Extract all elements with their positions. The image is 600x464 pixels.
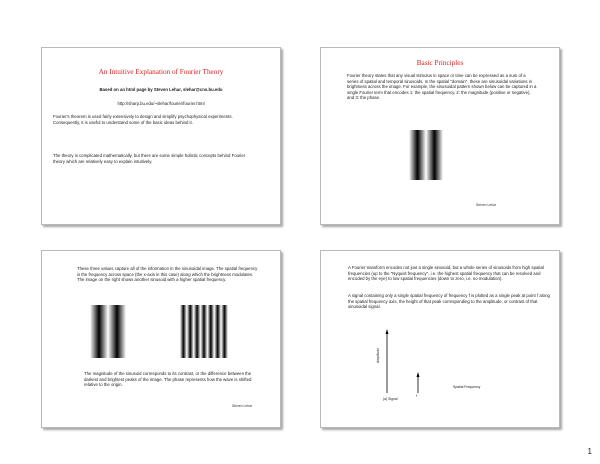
credit: Steven Lehar — [232, 404, 253, 408]
paragraph-2: The magnitude of the sinusoid corresponds to its contrast, or the difference between the darkest and brightest peaks of the image. The phase represents how the wave is shifted relative to the origin. — [84, 371, 252, 388]
slide-3 — [41, 250, 281, 428]
frequency-label: f — [416, 394, 417, 398]
sinusoid-grating-high — [180, 305, 228, 358]
paragraph-1: These three values capture all of the information in the sinusoidal image. The spatial frequency is the frequency across space (the x-axis in this case) along which the brightness modulates. The image on the right shows another sinusoid with a higher spatial frequency. — [77, 266, 258, 283]
y-axis-arrow — [386, 329, 389, 334]
slide-title: Basic Principles — [416, 59, 464, 67]
frequency-peak-arrow — [417, 372, 420, 377]
paragraph-2: A signal containing only a single spatial frequency of frequency f is plotted as a single peak at point f along the spatial frequency axis, the height of that peak corresponding to the amplitude, or contrast of that sinusoidal signal. — [348, 293, 550, 310]
y-axis-label: Amplitude — [376, 347, 380, 363]
slide-1 — [41, 47, 281, 225]
slide-title: An Intuitive Explanation of Fourier Theory — [98, 68, 224, 76]
sinusoid-grating-low — [90, 305, 126, 358]
panel-label: (a) Signal — [383, 397, 398, 401]
paragraph-1: Fourier's theorem is used fairly extensively to design and simplify psychophysical experiments. Consequently, it is useful to understand some of the basic ideas behind it. — [53, 114, 233, 125]
slide-4 — [320, 250, 560, 428]
author-line: Based on an html page by Steven Lehar, slehar@cns.bu.edu — [99, 87, 223, 92]
source-url: http://sharp.bu.edu/~slehar/fourier/fourier.html — [117, 101, 205, 106]
amplitude-spectrum-plot — [371, 325, 491, 405]
slide-2 — [320, 47, 560, 225]
paragraph-1: A Fourier transform encodes not just a single sinusoid, but a whole series of sinusoids from high spatial frequencies (up to the "Nyquist frequency", i.e. the highest spatial frequency that can be resolved and encoded by the eye) to low spatial frequencies (down to zero, i.e. no modulation). — [348, 265, 544, 282]
sinusoid-grating — [409, 130, 443, 180]
credit: Steven Lehar — [476, 203, 497, 207]
paragraph-2: The theory is complicated mathematically, but there are some simple holistic concepts behind Fourier theory which are relatively easy to explain intuitively. — [53, 153, 246, 164]
paragraph: Fourier theory states that any visual stimulus in space or time can be expressed as a sum of a series of spatial and temporal sinusoids. In the spatial "domain", these are sinusoidal variations in brightness across the image. For example, the sinusoidal pattern shown below can be captured in a single Fourier term that encodes 1: the spatial frequency, 2: the magnitude (positive or negative), and 3: the phase. — [347, 73, 537, 101]
page-number: 1 — [587, 447, 592, 456]
x-axis-label: Spatial Frequency — [453, 385, 481, 389]
